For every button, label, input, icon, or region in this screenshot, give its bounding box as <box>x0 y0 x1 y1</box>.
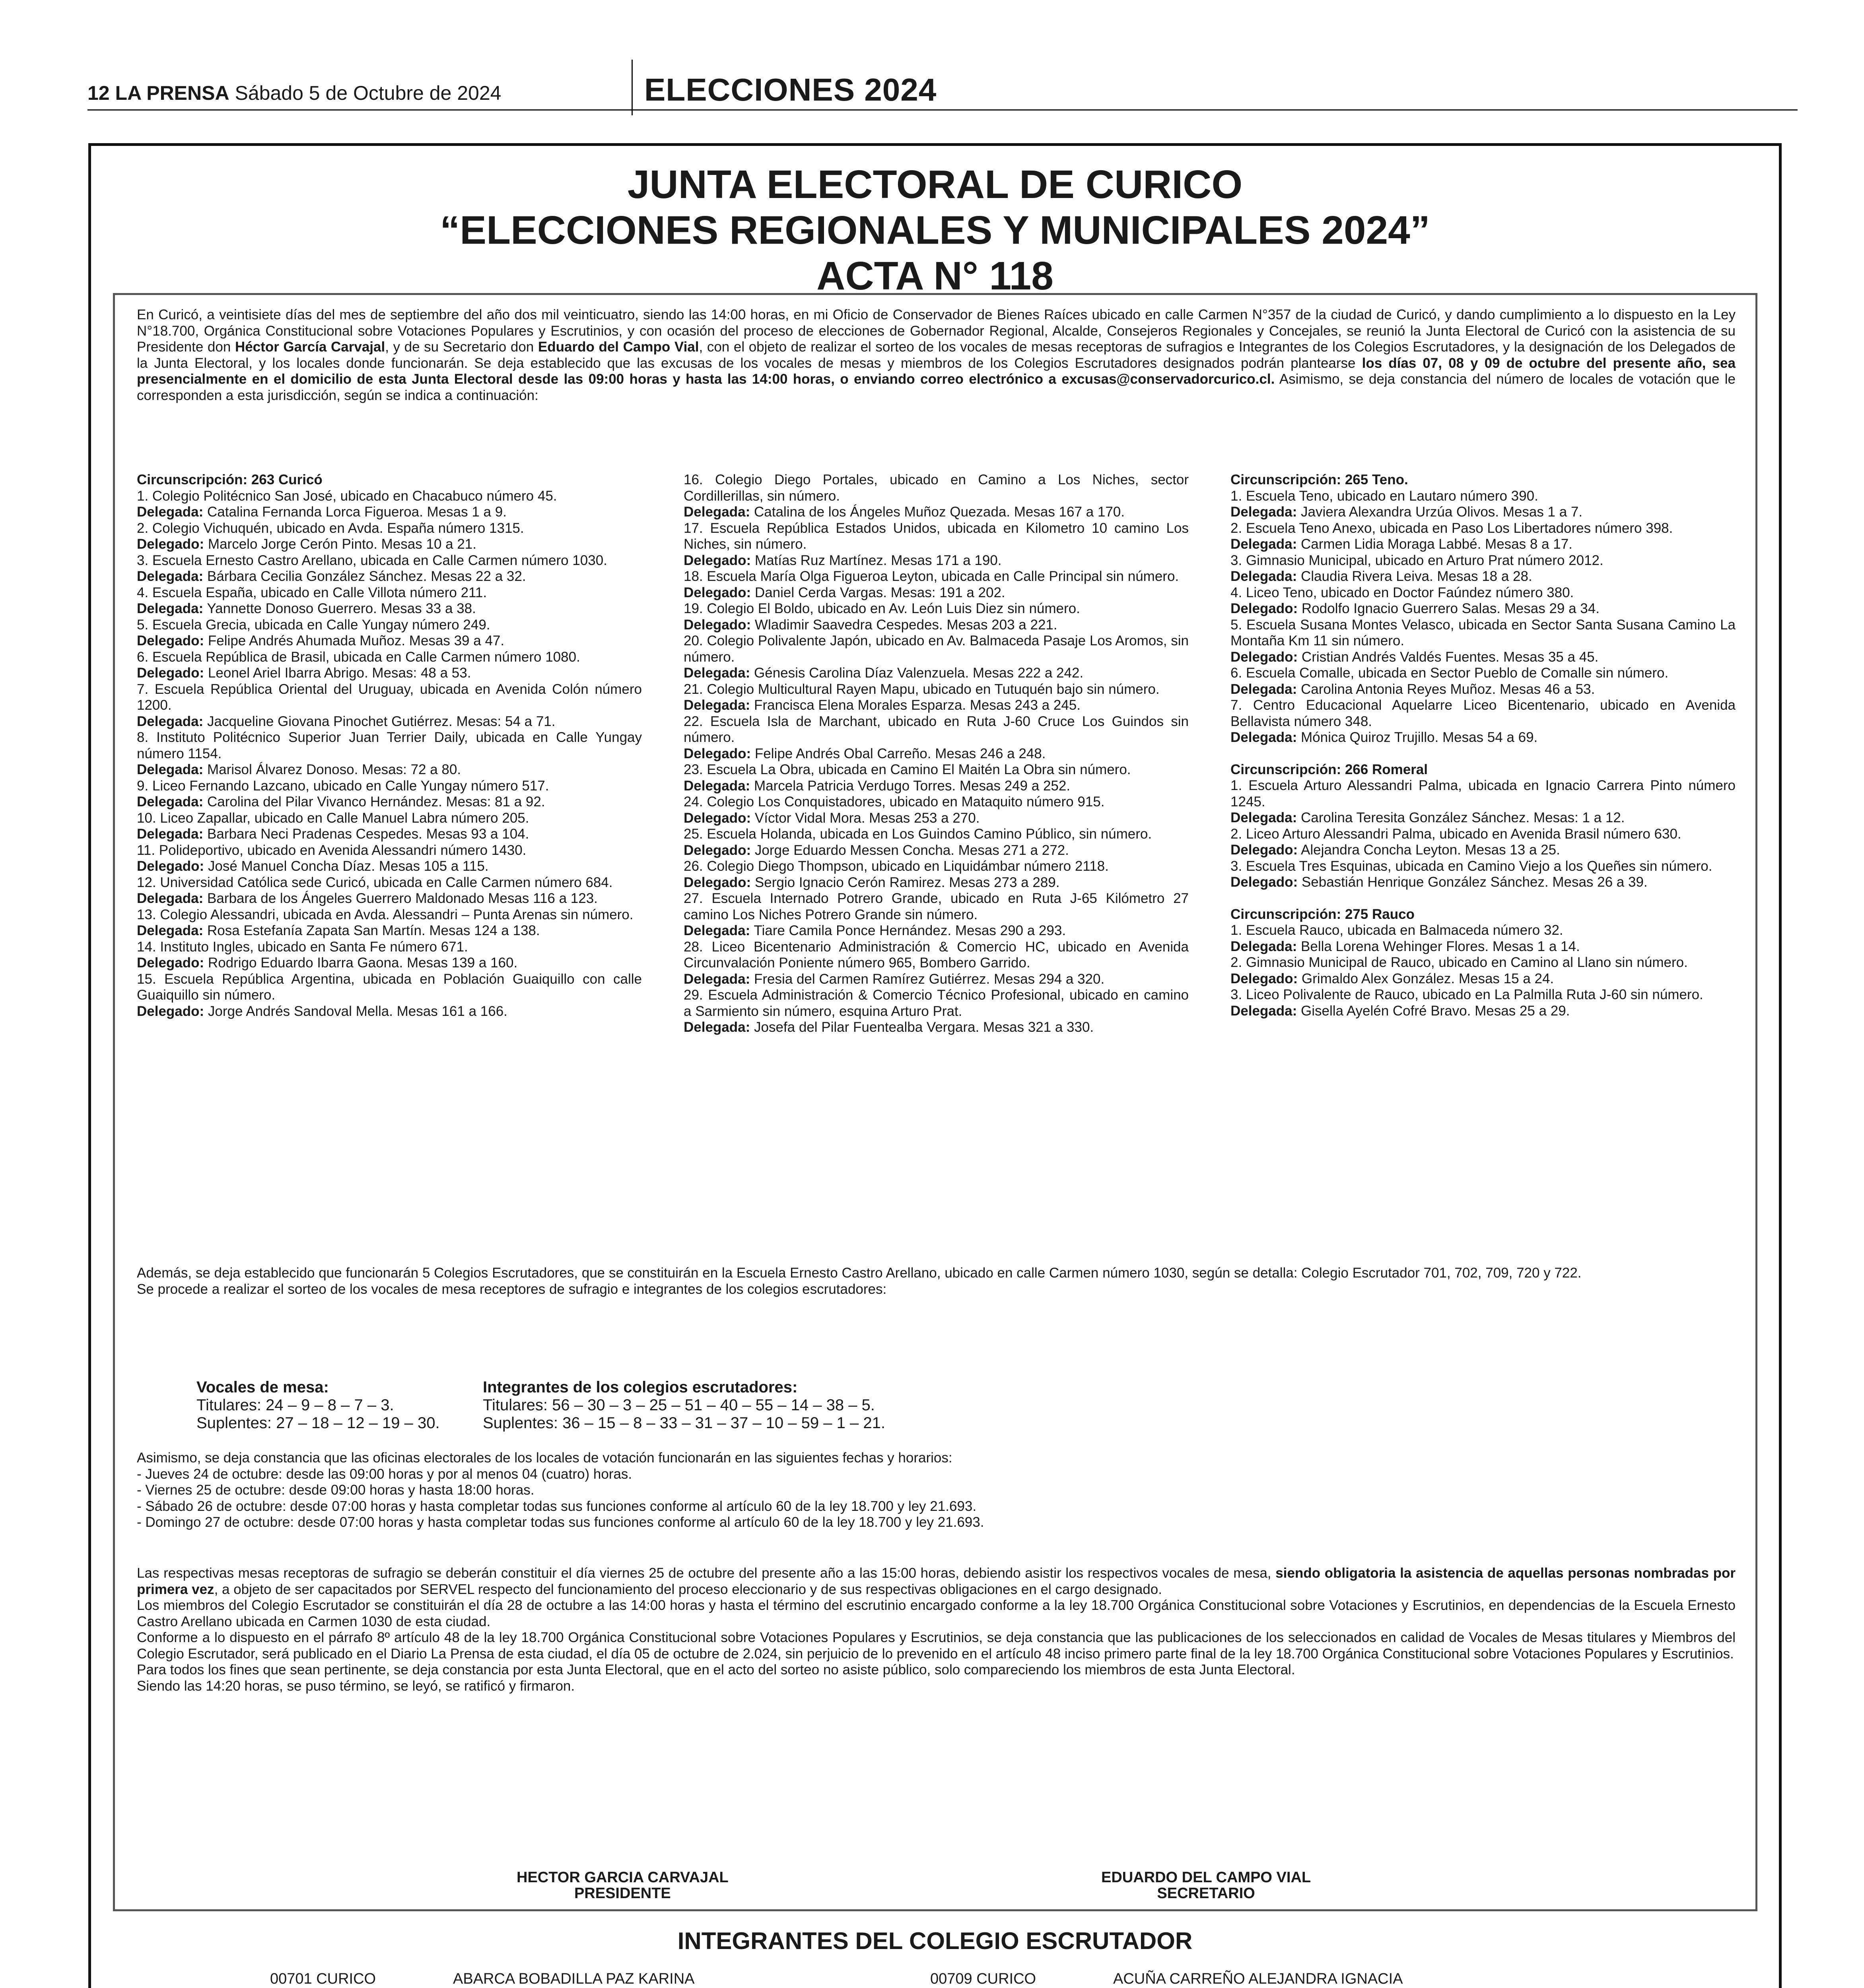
acta-box <box>113 293 1757 1911</box>
header-divider <box>632 60 633 115</box>
list-item: 26. Colegio Diego Thompson, ubicado en Liquidámbar número 2118. <box>684 858 1109 874</box>
intro-text-2: , y de su Secretario don <box>385 339 538 355</box>
list-item: Delegada: Fresia del Carmen Ramírez Gutiérrez. Mesas 294 a 320. <box>684 971 1105 987</box>
column-3 <box>1230 472 1736 1019</box>
circ-265-list <box>1230 488 1736 746</box>
list-item: 3. Liceo Polivalente de Rauco, ubicado en La Palmilla Ruta J-60 sin número. <box>1230 987 1703 1002</box>
list-item: 9. Liceo Fernando Lazcano, ubicado en Calle Yungay número 517. <box>137 778 549 794</box>
title-line-2: “ELECCIONES REGIONALES Y MUNICIPALES 2024” <box>440 208 1430 252</box>
list-item: 24. Colegio Los Conquistadores, ubicado en Mataquito número 915. <box>684 794 1105 810</box>
closing-text-2: Los miembros del Colegio Escrutador se constituirán el día 28 de octubre a las 14:00 horas y hasta el término del escrutinio encargado conforme a la ley 18.700 Orgánica Constitucional sobre Votaciones y Escrutinios, en dependencias de la Escuela Ernesto Castro Arellano ubicada en Carmen 1030 de esta ciudad. <box>137 1598 1736 1629</box>
list-item: Delegada: Jacqueline Giovana Pinochet Gutiérrez. Mesas: 54 a 71. <box>137 713 556 729</box>
closing-text-3: Conforme a lo dispuesto en el párrafo 8º artículo 48 de la ley 18.700 Orgánica Constitucional sobre Votaciones Populares y Escrutinios, se deja constancia que las publicaciones de los seleccionados en calidad de Vocales de Mesas titulares y Miembros del Colegio Escrutador, será publicado en el Diario La Prensa de esta ciudad, el día 05 de octubre de 2.024, sin perjuicio de lo prevenido en el artículo 48 inciso primero parte final de la ley 18.700 Orgánica Constitucional sobre Votaciones Populares y Escrutinios. <box>137 1630 1736 1662</box>
list-item: 7. Escuela República Oriental del Uruguay, ubicada en Avenida Colón número 1200. <box>137 681 642 713</box>
list-item: Delegado: Matías Ruz Martínez. Mesas 171 a 190. <box>684 552 1002 568</box>
list-item: 2. Escuela Teno Anexo, ubicada en Paso Los Libertadores número 398. <box>1230 520 1673 536</box>
schedule-intro: Asimismo, se deja constancia que las oficinas electorales de los locales de votación funcionarán en las siguientes fechas y horarios: <box>137 1450 952 1466</box>
list-item: 28. Liceo Bicentenario Administración & Comercio HC, ubicado en Avenida Circunvalación Poniente número 965, Bombero Garrido. <box>684 939 1189 971</box>
list-item: 2. Liceo Arturo Alessandri Palma, ubicado en Avenida Brasil número 630. <box>1230 826 1681 842</box>
roster-left <box>270 1971 811 1988</box>
list-item: 17. Escuela República Estados Unidos, ubicada en Kilometro 10 camino Los Niches, sin número. <box>684 520 1189 552</box>
list-item: Delegado: Cristian Andrés Valdés Fuentes. Mesas 35 a 45. <box>1230 649 1599 665</box>
list-item: Delegada: Mónica Quiroz Trujillo. Mesas 54 a 69. <box>1230 730 1538 745</box>
vocales-heading: Vocales de mesa: <box>196 1378 329 1396</box>
list-item: Delegado: Daniel Cerda Vargas. Mesas: 191 a 202. <box>684 584 1005 600</box>
list-item: 19. Colegio El Boldo, ubicado en Av. León Luis Diez sin número. <box>684 601 1080 616</box>
list-item: 3. Escuela Tres Esquinas, ubicada en Camino Viejo a los Queñes sin número. <box>1230 858 1712 874</box>
vocales-suplentes: Suplentes: 27 – 18 – 12 – 19 – 30. <box>196 1414 440 1432</box>
list-item: Delegada: Rosa Estefanía Zapata San Martín. Mesas 124 a 138. <box>137 923 540 938</box>
closing-text-4: Para todos los fines que sean pertinente, se deja constancia por esta Junta Electoral, que en el acto del sorteo no asiste público, solo compareciendo los miembros de esta Junta Electoral. <box>137 1662 1295 1677</box>
circ-263-list <box>137 488 642 1020</box>
list-item: 29. Escuela Administración & Comercio Técnico Profesional, ubicado en camino a Sarmiento sin número, esquina Arturo Prat. <box>684 987 1189 1019</box>
list-item: Delegada: Francisca Elena Morales Esparza. Mesas 243 a 245. <box>684 697 1081 713</box>
list-item: 14. Instituto Ingles, ubicado en Santa Fe número 671. <box>137 939 468 955</box>
list-item: Delegado: Leonel Ariel Ibarra Abrigo. Mesas: 48 a 53. <box>137 665 471 681</box>
list-item: 11. Polideportivo, ubicado en Avenida Alessandri número 1430. <box>137 842 527 858</box>
page-meta <box>87 82 501 105</box>
vocales-block <box>196 1378 499 1432</box>
list-item: 8. Instituto Politécnico Superior Juan Terrier Daily, ubicada en Calle Yungay número 1154. <box>137 730 642 761</box>
list-item: Delegada: Carmen Lidia Moraga Labbé. Mesas 8 a 17. <box>1230 536 1572 552</box>
list-item: Delegada: Carolina Antonia Reyes Muñoz. Mesas 46 a 53. <box>1230 681 1595 697</box>
schedule-line: - Sábado 26 de octubre: desde 07:00 horas y hasta completar todas sus funciones conforme al artículo 60 de la ley 18.700 y ley 21.693. <box>137 1498 977 1514</box>
list-item: 20. Colegio Polivalente Japón, ubicado en Av. Balmaceda Pasaje Los Aromos, sin número. <box>684 633 1189 665</box>
list-item: Delegada: Claudia Rivera Leiva. Mesas 18 a 28. <box>1230 569 1532 584</box>
table-row <box>270 1971 811 1988</box>
closing-block <box>137 1565 1736 1694</box>
list-item: 7. Centro Educacional Aquelarre Liceo Bicentenario, ubicado en Avenida Bellavista número 348. <box>1230 697 1736 729</box>
schedule-line: - Domingo 27 de octubre: desde 07:00 horas y hasta completar todas sus funciones conforme al artículo 60 de la ley 18.700 y ley 21.693. <box>137 1514 984 1530</box>
college-code: 00701 CURICO <box>270 1971 376 1987</box>
schedule-line: - Jueves 24 de octubre: desde las 09:00 horas y por al menos 04 (cuatro) horas. <box>137 1466 632 1482</box>
list-item: 15. Escuela República Argentina, ubicada en Población Guaiquillo con calle Guaiquillo sin número. <box>137 971 642 1003</box>
list-item: 3. Escuela Ernesto Castro Arellano, ubicada en Calle Carmen número 1030. <box>137 552 607 568</box>
list-item: Delegada: Marisol Álvarez Donoso. Mesas: 72 a 80. <box>137 762 461 777</box>
list-item: Delegada: Carolina Teresita González Sánchez. Mesas: 1 a 12. <box>1230 810 1625 825</box>
page-number: 12 <box>87 82 110 104</box>
list-item: 13. Colegio Alessandri, ubicada en Avda. Alessandri – Punta Arenas sin número. <box>137 907 634 922</box>
intro-text-3: , con el objeto de realizar el sorteo de los vocales de mesas receptoras de sufragios e Integrantes de los Colegios Escrutadores, y la designación de los Delegados de la Junta Electoral, y los locales donde funcionarán. Se deja establecido que las excusas de los vocales de mesas y miembros de los Colegios Escrutadores designados podrán plantearse <box>137 339 1736 371</box>
list-item: 5. Escuela Susana Montes Velasco, ubicada en Sector Santa Susana Camino La Montaña Km 11 sin número. <box>1230 617 1736 648</box>
list-item: Delegado: Felipe Andrés Ahumada Muñoz. Mesas 39 a 47. <box>137 633 505 648</box>
signer-role: PRESIDENTE <box>574 1885 671 1902</box>
list-item: 10. Liceo Zapallar, ubicado en Calle Manuel Labra número 205. <box>137 810 529 826</box>
title-line-1: JUNTA ELECTORAL DE CURICO <box>627 162 1243 207</box>
list-item: Delegada: Barbara de los Ángeles Guerrero Maldonado Mesas 116 a 123. <box>137 891 598 906</box>
notice-titles <box>91 162 1779 299</box>
list-item: Delegada: Bárbara Cecilia González Sánchez. Mesas 22 a 32. <box>137 569 526 584</box>
closing-text-1c: , a objeto de ser capacitados por SERVEL respecto del funcionamiento del proceso eleccionario y de sus respectivas obligaciones en el cargo designado. <box>214 1581 1162 1597</box>
schedule-block <box>137 1450 1736 1531</box>
list-item: 4. Escuela España, ubicado en Calle Villota número 211. <box>137 584 487 600</box>
integrantes-block <box>483 1378 1199 1432</box>
closing-text-1a: Las respectivas mesas receptoras de sufragio se deberán constituir el día viernes 25 de octubre del presente año a las 15:00 horas, debiendo asistir los respectivos vocales de mesa, <box>137 1565 1276 1581</box>
list-item: Delegada: Yannette Donoso Guerrero. Mesas 33 a 38. <box>137 601 476 616</box>
intro-paragraph <box>137 307 1736 404</box>
column-2 <box>684 472 1189 1036</box>
circ-263-title: Circunscripción: 263 Curicó <box>137 472 323 487</box>
list-item: 25. Escuela Holanda, ubicada en Los Guindos Camino Público, sin número. <box>684 826 1152 842</box>
member-name: ABARCA BOBADILLA PAZ KARINA <box>453 1971 695 1987</box>
list-item: 1. Escuela Teno, ubicado en Lautaro número 390. <box>1230 488 1538 504</box>
list-item: Delegado: Víctor Vidal Mora. Mesas 253 a 270. <box>684 810 980 826</box>
header-rule <box>87 109 1798 111</box>
circ-263-list-cont <box>684 472 1189 1036</box>
intro-secretary: Eduardo del Campo Vial <box>538 339 699 355</box>
member-name: ACUÑA CARREÑO ALEJANDRA IGNACIA <box>1113 1971 1403 1987</box>
integrantes-suplentes: Suplentes: 36 – 15 – 8 – 33 – 31 – 37 – 10 – 59 – 1 – 21. <box>483 1414 885 1432</box>
paper-name: LA PRENSA <box>115 82 229 104</box>
roster-right <box>930 1971 1471 1988</box>
notice-frame <box>88 143 1782 1988</box>
issue-date: Sábado 5 de Octubre de 2024 <box>235 82 501 104</box>
list-item: Delegado: Rodrigo Eduardo Ibarra Gaona. Mesas 139 a 160. <box>137 955 518 971</box>
list-item: 16. Colegio Diego Portales, ubicado en Camino a Los Niches, sector Cordillerillas, sin número. <box>684 472 1189 504</box>
list-item: Delegada: Bella Lorena Wehinger Flores. Mesas 1 a 14. <box>1230 938 1580 954</box>
closing-bold: siendo obligatoria la asistencia de aquellas personas nombradas por primera vez <box>137 1565 1736 1597</box>
list-item: 12. Universidad Católica sede Curicó, ubicada en Calle Carmen número 684. <box>137 874 613 890</box>
list-item: Delegada: Tiare Camila Ponce Hernández. Mesas 290 a 293. <box>684 923 1066 938</box>
closing-text-5: Siendo las 14:20 horas, se puso término, se leyó, se ratificó y firmaron. <box>137 1678 575 1694</box>
list-item: Delegado: Rodolfo Ignacio Guerrero Salas. Mesas 29 a 34. <box>1230 601 1600 616</box>
list-item: Delegada: Javiera Alexandra Urzúa Olivos. Mesas 1 a 7. <box>1230 504 1583 520</box>
list-item: 1. Colegio Politécnico San José, ubicado en Chacabuco número 45. <box>137 488 557 504</box>
column-1 <box>137 472 642 1019</box>
escrutadores-text: Además, se deja establecido que funcionarán 5 Colegios Escrutadores, que se constituirán en la Escuela Ernesto Castro Arellano, ubicado en calle Carmen número 1030, según se detalla: Colegio Escrutador 701, 702, 709, 720 y 722. <box>137 1265 1582 1281</box>
list-item: 18. Escuela María Olga Figueroa Leyton, ubicada en Calle Principal sin número. <box>684 569 1179 584</box>
escrutadores-paragraph <box>137 1265 1736 1297</box>
list-item: Delegado: Jorge Eduardo Messen Concha. Mesas 271 a 272. <box>684 842 1069 858</box>
integrantes-heading: Integrantes de los colegios escrutadores: <box>483 1378 798 1396</box>
list-item: 1. Escuela Arturo Alessandri Palma, ubicada en Ignacio Carrera Pinto número 1245. <box>1230 778 1736 810</box>
list-item: 22. Escuela Isla de Marchant, ubicado en Ruta J-60 Cruce Los Guindos sin número. <box>684 713 1189 745</box>
title-line-3: ACTA N° 118 <box>816 254 1053 298</box>
table-row <box>930 1971 1471 1988</box>
schedule-line: - Viernes 25 de octubre: desde 09:00 horas y hasta 18:00 horas. <box>137 1482 535 1498</box>
list-item: 1. Escuela Rauco, ubicada en Balmaceda número 32. <box>1230 922 1563 938</box>
list-item: 4. Liceo Teno, ubicado en Doctor Faúndez número 380. <box>1230 584 1574 600</box>
list-item: Delegada: Catalina de los Ángeles Muñoz Quezada. Mesas 167 a 170. <box>684 504 1125 520</box>
intro-president: Héctor García Carvajal <box>235 339 385 355</box>
circ-266-title: Circunscripción: 266 Romeral <box>1230 761 1428 777</box>
polling-places <box>137 472 1736 1259</box>
list-item: Delegada: Gisella Ayelén Cofré Bravo. Mesas 25 a 29. <box>1230 1003 1570 1019</box>
page-header <box>87 60 1798 115</box>
signer-name: HECTOR GARCIA CARVAJAL <box>517 1869 729 1886</box>
circ-275-list <box>1230 922 1736 1019</box>
sorteo-text: Se procede a realizar el sorteo de los vocales de mesa receptores de sufragio e integrantes de los colegios escrutadores: <box>137 1281 887 1297</box>
list-item: Delegado: Sebastián Henrique González Sánchez. Mesas 26 a 39. <box>1230 874 1648 890</box>
circ-265-title: Circunscripción: 265 Teno. <box>1230 472 1408 487</box>
list-item: 3. Gimnasio Municipal, ubicado en Arturo Prat número 2012. <box>1230 552 1604 568</box>
section-title: ELECCIONES 2024 <box>644 72 937 107</box>
list-item: Delegado: Jorge Andrés Sandoval Mella. Mesas 161 a 166. <box>137 1003 507 1019</box>
list-item: Delegada: Carolina del Pilar Vivanco Hernández. Mesas: 81 a 92. <box>137 794 545 810</box>
signature-secretary <box>1101 1870 1311 1901</box>
list-item: Delegado: Alejandra Concha Leyton. Mesas 13 a 25. <box>1230 842 1560 858</box>
list-item: Delegado: José Manuel Concha Díaz. Mesas 105 a 115. <box>137 858 489 874</box>
roster-title: INTEGRANTES DEL COLEGIO ESCRUTADOR <box>677 1928 1193 1954</box>
list-item: Delegada: Barbara Neci Pradenas Cespedes. Mesas 93 a 104. <box>137 826 529 842</box>
list-item: 23. Escuela La Obra, ubicada en Camino El Maitén La Obra sin número. <box>684 762 1131 777</box>
list-item: Delegada: Josefa del Pilar Fuentealba Vergara. Mesas 321 a 330. <box>684 1019 1094 1035</box>
list-item: 2. Colegio Vichuquén, ubicado en Avda. España número 1315. <box>137 520 524 536</box>
college-code: 00709 CURICO <box>930 1971 1036 1987</box>
circ-275-title: Circunscripción: 275 Rauco <box>1230 906 1415 922</box>
intro-text-1: En Curicó, a veintisiete días del mes de septiembre del año dos mil veinticuatro, siendo las 14:00 horas, en mi Oficio de Conservador de Bienes Raíces ubicado en calle Carmen N°357 de la ciudad de Curicó, y dando cumplimiento a lo dispuesto en la Ley N°18.700, Orgánica Constitucional sobre Votaciones Populares y Escrutinios, y con ocasión del proceso de elecciones de Gobernador Regional, Alcalde, Consejeros Regionales y Concejales, se reunió la Junta Electoral de Curicó con la asistencia de su Presidente don <box>137 307 1736 355</box>
vocales-titulares: Titulares: 24 – 9 – 8 – 7 – 3. <box>196 1396 394 1414</box>
list-item: 6. Escuela Comalle, ubicada en Sector Pueblo de Comalle sin número. <box>1230 665 1669 681</box>
list-item: Delegada: Génesis Carolina Díaz Valenzuela. Mesas 222 a 242. <box>684 665 1084 681</box>
intro-bold-dates: los días 07, 08 y 09 de octubre del presente año, sea presencialmente en el domicilio de esta Junta Electoral desde las 09:00 horas y hasta las 14:00 horas, o enviando correo electrónico a excusas@conservadorcurico.cl. <box>137 355 1736 387</box>
list-item: Delegado: Sergio Ignacio Cerón Ramirez. Mesas 273 a 289. <box>684 874 1060 890</box>
list-item: 6. Escuela República de Brasil, ubicada en Calle Carmen número 1080. <box>137 649 580 665</box>
signer-role: SECRETARIO <box>1157 1885 1255 1902</box>
list-item: Delegada: Marcela Patricia Verdugo Torres. Mesas 249 a 252. <box>684 778 1071 794</box>
signature-president <box>517 1870 729 1901</box>
signer-name: EDUARDO DEL CAMPO VIAL <box>1101 1869 1311 1886</box>
list-item: Delegado: Wladimir Saavedra Cespedes. Mesas 203 a 221. <box>684 617 1057 633</box>
intro-text-4: Asimismo, se deja constancia del número de locales de votación que le corresponden a esta jurisdicción, según se indica a continuación: <box>137 371 1736 403</box>
list-item: Delegada: Catalina Fernanda Lorca Figueroa. Mesas 1 a 9. <box>137 504 507 520</box>
list-item: 21. Colegio Multicultural Rayen Mapu, ubicado en Tutuquén bajo sin número. <box>684 681 1160 697</box>
list-item: 2. Gimnasio Municipal de Rauco, ubicado en Camino al Llano sin número. <box>1230 955 1688 970</box>
list-item: Delegado: Grimaldo Alex González. Mesas 15 a 24. <box>1230 971 1554 986</box>
circ-266-list <box>1230 778 1736 891</box>
list-item: 27. Escuela Internado Potrero Grande, ubicado en Ruta J-65 Kilómetro 27 camino Los Niches Potrero Grande sin número. <box>684 891 1189 922</box>
list-item: Delegado: Felipe Andrés Obal Carreño. Mesas 246 a 248. <box>684 746 1046 761</box>
list-item: Delegado: Marcelo Jorge Cerón Pinto. Mesas 10 a 21. <box>137 536 476 552</box>
integrantes-titulares: Titulares: 56 – 30 – 3 – 25 – 51 – 40 – 55 – 14 – 38 – 5. <box>483 1396 875 1414</box>
list-item: 5. Escuela Grecia, ubicada en Calle Yungay número 249. <box>137 617 490 633</box>
